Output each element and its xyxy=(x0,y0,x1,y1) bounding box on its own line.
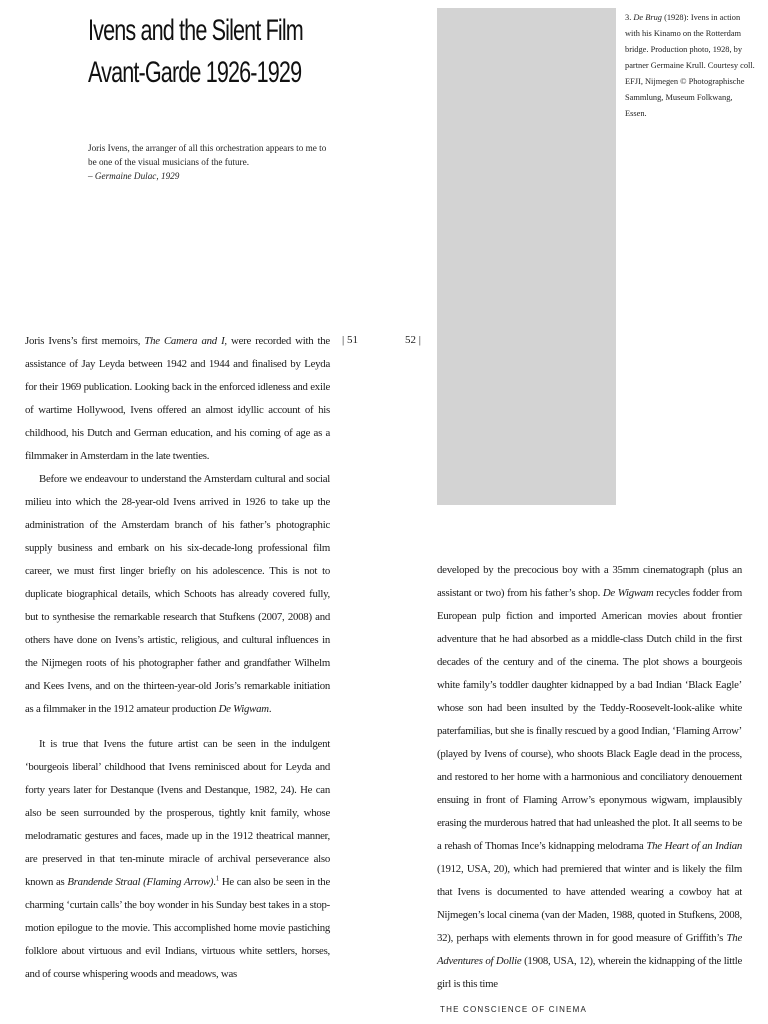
film-title: De Wigwam xyxy=(602,587,654,599)
chapter-title-line-1: Ivens and the Silent Film xyxy=(88,14,303,47)
figure-caption-text: (1928): Ivens in action with his Kinamo on the Rotterdam bridge. Production photo, 1928, by partner Germaine Krull. Courtesy coll. EFJI, Nijmegen © Photographische Sammlung, Museum Folkwang, Essen. xyxy=(625,13,755,118)
chapter-title-line-2: Avant-Garde 1926-1929 xyxy=(88,56,302,89)
epigraph-attribution: Germaine Dulac, 1929 xyxy=(94,171,180,181)
figure-film-title: De Brug xyxy=(633,13,662,22)
film-title: The Adventures of Dollie xyxy=(437,932,742,967)
text-run: It is true that Ivens the future artist can be seen in the indulgent ‘bourgeois liberal’ childhood that Ivens reminisced about for Leyda and forty years later for Destanque (Ivens and Destanque, 1982, 24). He can also be seen surrounded by the prosperous, tightly knit family, whose melodramatic gestures and faces, made up in the 1912 theatrical manner, are preserved in that ten-minute miracle of archival perseverance also known as xyxy=(25,738,330,888)
page-number-right: 52 | xyxy=(405,334,421,346)
text-run: Before we endeavour to understand the Amsterdam cultural and social milieu into which the 28-year-old Ivens arrived in 1926 to take up the administration of the Amsterdam branch of his father’s photographic supply business and embark on his six-decade-long professional film career, we must first linger briefly on his adolescence. This is not to duplicate biographical details, which Schoots has already covered fully, but to synthesise the remarkable research that Stufkens (2007, 2008) and others have done on Ivens’s artistic, religious, and cultural influences in the Nijmegen roots of his photographer father and grandfather Wilhelm and Kees Ivens, and on the thirteen-year-old Joris’s remarkable initiation as a filmmaker in the 1912 amateur production xyxy=(25,473,330,715)
text-run: were recorded with the assistance of Jay Leyda between 1942 and 1944 and finalised by Leyda for their 1969 publication. Looking back in the enforced idleness and exile of wartime Hollywood, Ivens offered an almost idyllic account of his childhood, his Dutch and German education, and his coming of age as a filmmaker in Amsterdam in the late twenties. xyxy=(25,335,330,462)
epigraph-quote: Joris Ivens, the arranger of all this orchestration appears to me to be one of the visual musicians of the future. xyxy=(88,143,327,167)
text-run: He can also be seen in the charming ‘curtain calls’ the boy wonder in his Sunday best takes in a stop-motion epilogue to the movie. This accomplished home movie pastiching folklore about virtuous and evil Indians, virtuous white settlers, horses, and of course whispering woods and meadows, was xyxy=(25,876,330,980)
left-column xyxy=(25,330,330,986)
text-run: (1908, USA, 12), wherein the kidnapping of the little girl is this time xyxy=(437,955,743,990)
epigraph-attribution-line xyxy=(88,169,334,183)
chapter-title xyxy=(88,10,304,94)
paragraph xyxy=(25,468,330,721)
figure-caption xyxy=(625,10,755,122)
text-run: developed by the precocious boy with a 35mm cinematograph (plus an assistant or two) from his father’s shop. xyxy=(437,564,742,599)
film-title: De Wigwam xyxy=(218,703,269,715)
text-run: recycles fodder from European pulp fiction and imported American movies about frontier adventure that he had absorbed as a middle-class Dutch child in the first decades of the century and of the cinema. The plot shows a bourgeois white family’s toddler daughter kidnapped by a bad Indian ‘Black Eagle’ whose son had been insulted by the Teddy-Roosevelt-look-alike white paterfamilias, but she is finally rescued by a good Indian, ‘Flaming Arrow’ (played by Ivens of course), who shoots Black Eagle dead in the process, and restored to her home with a harmonious and conciliatory denouement ensuing in front of Flaming Arrow’s eponymous wigwam, implausibly erasing the murderous hatred that had unleashed the plot. It all seems to be a rehash of Thomas Ince’s kidnapping melodrama xyxy=(437,587,742,852)
right-column xyxy=(437,559,742,996)
text-run: . xyxy=(213,876,216,888)
figure-number: 3. xyxy=(625,13,634,22)
paragraph xyxy=(25,733,330,986)
text-run: . xyxy=(268,703,272,715)
book-title: The Camera and I, xyxy=(144,335,227,347)
page-number-left: | 51 xyxy=(342,334,358,346)
paragraph xyxy=(25,330,330,468)
paragraph xyxy=(437,559,742,996)
figure-photo-placeholder xyxy=(437,8,616,505)
epigraph xyxy=(88,141,334,183)
text-run: (1912, USA, 20), which had premiered that winter and is likely the film that Ivens is documented to have attended wearing a cowboy hat at Nijmegen’s local cinema (van der Maden, 1988, quoted in Stufkens, 2008, 32), perhaps with elements thrown in for good measure of Griffith’s xyxy=(437,863,742,944)
film-title: Brandende Straal (Flaming Arrow) xyxy=(67,876,214,888)
film-title: The Heart of an Indian xyxy=(646,840,742,852)
footnote-marker[interactable]: 1 xyxy=(215,874,219,883)
epigraph-dash: – xyxy=(88,171,95,181)
text-run: Joris Ivens’s first memoirs, xyxy=(25,335,145,347)
running-footer: THE CONSCIENCE OF CINEMA xyxy=(440,1005,588,1014)
